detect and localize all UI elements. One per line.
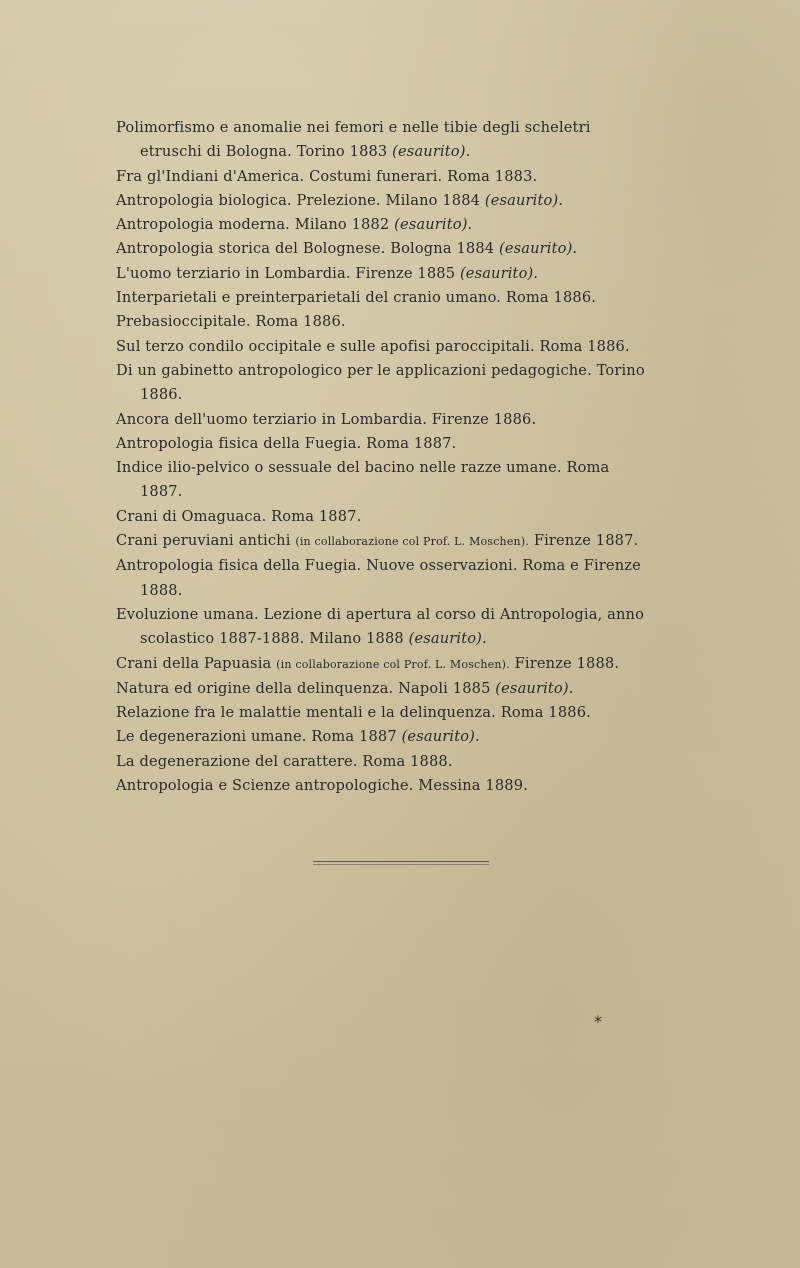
bibliography-entry <box>116 335 656 359</box>
entry-status-note: (esaurito). <box>401 728 480 746</box>
entry-place-date: Firenze 1887. <box>529 532 639 550</box>
asterisk-mark: * <box>594 1012 602 1031</box>
entry-status-note: (esaurito). <box>392 143 471 161</box>
entry-status-note: (esaurito). <box>484 191 564 209</box>
bibliography-entry <box>116 189 656 213</box>
bibliography-entry <box>116 456 656 505</box>
separator-rule <box>313 861 489 862</box>
entry-title: Crani di Omaguaca. Roma 1887. <box>116 507 362 525</box>
entry-title: Ancora dell'uomo terziario in Lombardia. Firenze 1886. <box>116 410 537 428</box>
entry-place-date: Firenze 1888. <box>509 654 620 672</box>
entry-title: Indice ilio-pelvico o sessuale del bacino nelle razze umane. Roma 1887. <box>116 459 610 501</box>
entry-title: Di un gabinetto antropologico per le applicazioni pedagogiche. Torino 1886. <box>116 361 645 404</box>
entry-title: Crani della Papuasia <box>116 654 277 672</box>
bibliography-entry <box>116 529 656 554</box>
entry-title: Le degenerazioni umane. Roma 1887 <box>116 728 402 746</box>
entry-title: Relazione fra le malattie mentali e la delinquenza. Roma 1886. <box>116 704 591 722</box>
entry-status-note: (esaurito). <box>459 264 539 282</box>
bibliography-entry <box>116 725 656 749</box>
entry-title: Antropologia fisica della Fuegia. Roma 1887. <box>116 434 457 452</box>
bibliography-entry <box>116 262 656 286</box>
entry-status-note: (esaurito). <box>394 216 473 234</box>
entry-title: Antropologia e Scienze antropologiche. Messina 1889. <box>116 777 528 795</box>
entry-title: Prebasioccipitale. Roma 1886. <box>116 313 346 331</box>
bibliography-entry <box>116 750 656 774</box>
entry-title: Antropologia moderna. Milano 1882 <box>116 216 395 234</box>
bibliography-list <box>116 116 656 798</box>
bibliography-entry <box>116 408 656 432</box>
bibliography-entry <box>116 701 656 725</box>
bibliography-entry <box>116 165 656 189</box>
entry-collaboration-note: (in collaborazione col Prof. L. Moschen). <box>276 657 510 671</box>
entry-status-note: (esaurito). <box>495 679 574 697</box>
bibliography-entry <box>116 310 656 334</box>
entry-collaboration-note: (in collaborazione col Prof. L. Moschen). <box>295 535 530 549</box>
bibliography-entry <box>116 432 656 456</box>
bibliography-entry <box>116 677 656 701</box>
bibliography-entry <box>116 505 656 529</box>
entry-title: Interparietali e preinterparietali del cranio umano. Roma 1886. <box>116 289 597 307</box>
bibliography-entry <box>116 774 656 798</box>
entry-title: Antropologia fisica della Fuegia. Nuove osservazioni. Roma e Firenze 1888. <box>116 557 641 599</box>
bibliography-entry <box>116 603 656 652</box>
entry-title: La degenerazione del carattere. Roma 1888. <box>116 752 453 770</box>
bibliography-entry <box>116 213 656 237</box>
bibliography-entry <box>116 116 656 165</box>
entry-title: Fra gl'Indiani d'America. Costumi funerari. Roma 1883. <box>116 167 538 185</box>
entry-title: Antropologia storica del Bolognese. Bologna 1884 <box>116 240 499 258</box>
entry-title: Polimorfismo e anomalie nei femori e nelle tibie degli scheletri etruschi di Bologna. Torino 1883 <box>116 119 591 161</box>
bibliography-entry <box>116 286 656 310</box>
bibliography-entry <box>116 652 656 677</box>
entry-status-note: (esaurito). <box>499 240 578 258</box>
entry-title: Sul terzo condilo occipitale e sulle apofisi paroccipitali. Roma 1886. <box>116 337 630 355</box>
bibliography-entry <box>116 554 656 603</box>
entry-title: Natura ed origine della delinquenza. Napoli 1885 <box>116 679 496 697</box>
entry-title: Crani peruviani antichi <box>116 532 296 550</box>
entry-title: Antropologia biologica. Prelezione. Milano 1884 <box>116 191 485 209</box>
entry-status-note: (esaurito). <box>408 630 487 648</box>
bibliography-entry <box>116 359 656 408</box>
separator-rule-shadow <box>313 864 489 865</box>
entry-title: Evoluzione umana. Lezione di apertura al corso di Antropologia, anno scolastico 1887-1888. Milano 1888 <box>116 605 645 648</box>
bibliography-entry <box>116 237 656 261</box>
entry-title: L'uomo terziario in Lombardia. Firenze 1885 <box>116 264 460 282</box>
